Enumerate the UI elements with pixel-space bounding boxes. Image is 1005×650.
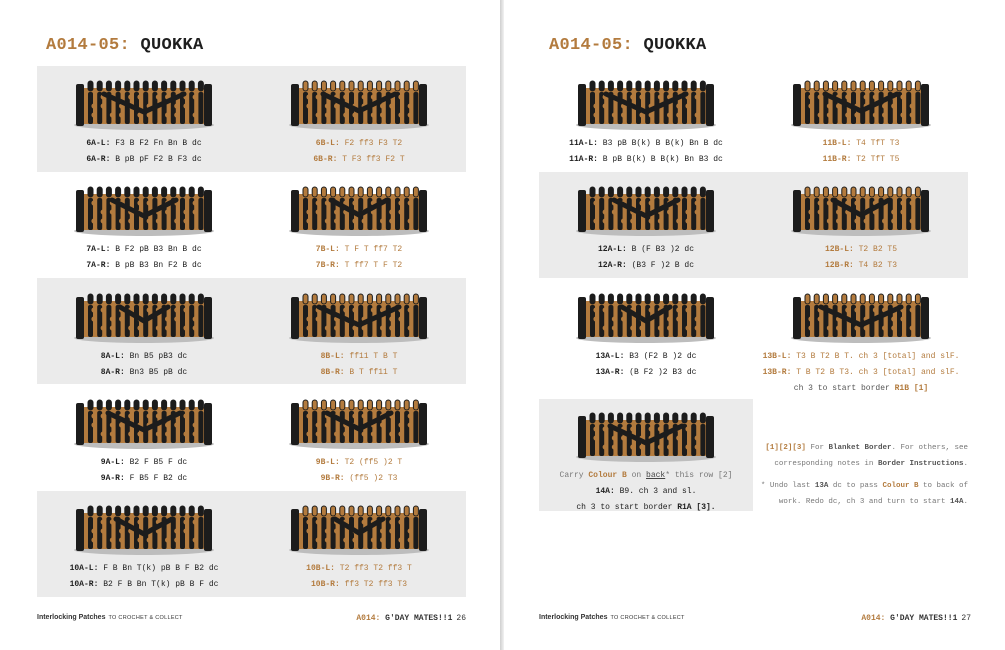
right-page xyxy=(504,0,1005,650)
swatch-b xyxy=(791,178,931,236)
page-number: 26 xyxy=(456,614,466,623)
row-cell-a xyxy=(37,391,251,487)
instruction-left: 7A-L: B F2 pB B3 Bn B dc xyxy=(86,245,202,254)
row-14-swatch xyxy=(576,404,716,462)
swatch-a xyxy=(74,72,214,130)
swatch-a xyxy=(74,497,214,555)
swatch-b xyxy=(289,497,429,555)
row-cell-a xyxy=(37,72,251,168)
swatch-b xyxy=(289,391,429,449)
row-cell-b xyxy=(252,391,466,487)
row-cell-b xyxy=(754,178,968,274)
row-cell-a xyxy=(37,178,251,274)
instruction-left: 6B-L: F2 ff3 F3 T2 xyxy=(315,139,403,148)
instruction-right: 8A-R: Bn3 B5 pB dc xyxy=(100,368,188,377)
row-cell-a xyxy=(37,285,251,381)
instruction-left: 11A-L: B3 pB B(k) B B(k) Bn B dc xyxy=(569,139,723,148)
swatch-a xyxy=(74,178,214,236)
instruction-left: 7B-L: T F T ff7 T2 xyxy=(315,245,403,254)
instruction-left: 12A-L: B (F B3 )2 dc xyxy=(597,245,695,254)
border-note: [1][2][3] For Blanket Border. For others, see corresponding notes in Border Instructions. xyxy=(765,444,968,468)
footer-brand: Interlocking Patches TO CROCHET & COLLECT xyxy=(37,614,183,621)
row-14-instruction-1: 14A: B9. ch 3 and sl. xyxy=(595,487,697,496)
instruction-left: 9B-L: T2 (ff5 )2 T xyxy=(315,458,403,467)
undo-note: * Undo last 13A dc to pass Colour B to back of work. Redo dc, ch 3 and turn to start 14A. xyxy=(760,482,968,506)
row-cell-b xyxy=(252,285,466,381)
swatch-a xyxy=(74,285,214,343)
row-cell-b xyxy=(252,497,466,593)
instruction-left: 10B-L: T2 ff3 T2 ff3 T xyxy=(306,564,412,573)
instruction-left: 13B-L: T3 B T2 B T. ch 3 [total] and slF. xyxy=(762,352,960,361)
swatch-a xyxy=(74,391,214,449)
instruction-left: 8B-L: ff11 T B T xyxy=(320,352,398,361)
instruction-right: 10A-R: B2 F B Bn T(k) pB B F dc xyxy=(69,580,219,589)
swatch-a xyxy=(576,72,716,130)
footer-page-info: A014: G'DAY MATES!!1 26 xyxy=(356,614,466,623)
row-cell-a xyxy=(37,497,251,593)
instruction-right: 11A-R: B pB B(k) B B(k) Bn B3 dc xyxy=(569,155,723,164)
instruction-right: 10B-R: ff3 T2 ff3 T3 xyxy=(310,580,408,589)
instruction-left: 12B-L: T2 B2 T5 xyxy=(824,245,898,254)
instruction-right: 7A-R: B pB B3 Bn F2 B dc xyxy=(86,261,202,270)
swatch-a xyxy=(576,285,716,343)
instruction-right: 13B-R: T B T2 B T3. ch 3 [total] and slF. xyxy=(762,368,960,377)
row-cell-b xyxy=(252,178,466,274)
instruction-right: 12B-R: T4 B2 T3 xyxy=(824,261,898,270)
instruction-right: 8B-R: B T ff11 T xyxy=(320,368,398,377)
instruction-right: 6A-R: B pB pF F2 B F3 dc xyxy=(86,155,202,164)
row-cell-a xyxy=(539,72,753,168)
swatch-b xyxy=(791,72,931,130)
border-start-note: ch 3 to start border R1B [1] xyxy=(793,384,929,393)
row-cell-b xyxy=(754,72,968,168)
page-title-left: A014-05: QUOKKA xyxy=(46,36,204,55)
carry-note: Carry Colour B on back* this row [2] xyxy=(559,471,733,480)
instruction-right: 6B-R: T F3 ff3 F2 T xyxy=(313,155,405,164)
instruction-left: 13A-L: B3 (F2 B )2 dc xyxy=(595,352,697,361)
row-14-cell xyxy=(539,404,753,516)
row-14-instruction-2: ch 3 to start border R1A [3]. xyxy=(576,503,716,512)
swatch-b xyxy=(289,285,429,343)
instruction-right: 7B-R: T ff7 T F T2 xyxy=(315,261,403,270)
instruction-right: 13A-R: (B F2 )2 B3 dc xyxy=(595,368,697,377)
instruction-left: 8A-L: Bn B5 pB3 dc xyxy=(100,352,188,361)
instruction-left: 10A-L: F B Bn T(k) pB B F B2 dc xyxy=(69,564,219,573)
footer-page-info: A014: G'DAY MATES!!1 27 xyxy=(861,614,971,623)
footer-brand: Interlocking Patches TO CROCHET & COLLECT xyxy=(539,614,685,621)
row-cell-a xyxy=(539,285,753,381)
instruction-right: 9B-R: (ff5 )2 T3 xyxy=(320,474,398,483)
instruction-left: 6A-L: F3 B F2 Fn Bn B dc xyxy=(86,139,202,148)
instruction-left: 9A-L: B2 F B5 F dc xyxy=(100,458,188,467)
instruction-right: 12A-R: (B3 F )2 B dc xyxy=(597,261,695,270)
instruction-right: 9A-R: F B5 F B2 dc xyxy=(100,474,188,483)
row-cell-b xyxy=(754,285,968,397)
swatch-b xyxy=(289,72,429,130)
left-page xyxy=(0,0,500,650)
swatch-b xyxy=(791,285,931,343)
row-cell-b xyxy=(252,72,466,168)
row-cell-a xyxy=(539,178,753,274)
swatch-a xyxy=(576,178,716,236)
page-number: 27 xyxy=(961,614,971,623)
page-title-right: A014-05: QUOKKA xyxy=(549,36,707,55)
instruction-left: 11B-L: T4 TfT T3 xyxy=(822,139,900,148)
instruction-right: 11B-R: T2 TfT T5 xyxy=(822,155,900,164)
swatch-b xyxy=(289,178,429,236)
